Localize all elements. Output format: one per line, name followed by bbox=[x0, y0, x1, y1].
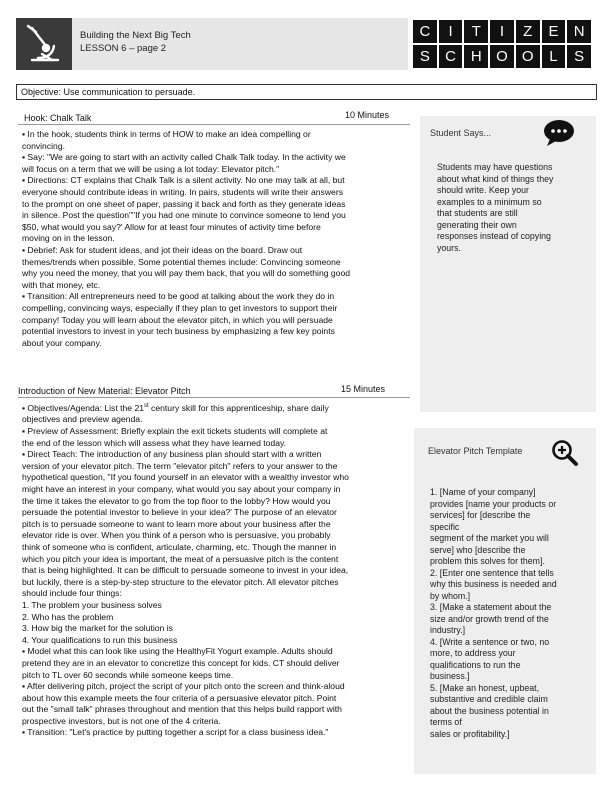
microscope-icon bbox=[16, 18, 72, 70]
header-bar bbox=[16, 18, 408, 70]
logo-letter: Z bbox=[516, 20, 540, 43]
new-material-divider bbox=[18, 397, 410, 398]
hook-title: Hook: Chalk Talk bbox=[24, 113, 92, 123]
lesson-title: Building the Next Big Tech bbox=[80, 30, 191, 41]
student-says-title: Student Says... bbox=[430, 128, 492, 138]
logo-row bbox=[413, 20, 593, 43]
logo-letter: S bbox=[413, 45, 437, 68]
hook-time: 10 Minutes bbox=[345, 110, 390, 120]
hook-divider bbox=[18, 124, 410, 125]
logo-row bbox=[413, 45, 593, 68]
magnifier-plus-icon bbox=[550, 438, 580, 473]
logo-letter: H bbox=[464, 45, 488, 68]
speech-bubble-icon bbox=[542, 118, 576, 153]
logo-letter: C bbox=[413, 20, 437, 43]
logo-letter: S bbox=[567, 45, 591, 68]
new-material-body: ▪ Objectives/Agenda: List the 21st century skill for this apprenticeship, share daily objectives and preview agenda. ▪ Preview of Assessment: Briefly explain the exit tickets students will complete at the end of the lesson which will assess what they have learned today. ▪ Direct Teach: The introduction of any business plan should start with a written version of your elevator pitch. The term "elevator pitch" refers to your answer to the hypothetical question, "If you found yourself in an elevator with a wealthy investor who might have an interest in your company, what would you say about your company in the time it takes the elevator to go from the top floor to the lobby? How would you persuade the potential investor to believe in your idea?' The purpose of an elevator pitch is to persuade someone to want to learn more about your business after the elevator ride is over. When you think of a person who is persuasive, you probably think of someone who is confident, articulate, charming, etc. Though the manner in which you pitch your idea is important, the meat of a persuasive pitch is the content that is being highlighted. It can be difficult to persuade someone to invest in your idea, but luckily, there is a step-by-step structure to the elevator pitch. All elevator pitches should include four things: 1. The problem your business solves 2. Who has the problem 3. How big the market for the solution is 4. Your qualifications to run this business ▪ Model what this can look like using the HealthyFit Yogurt example. Adults should pretend they are in an elevator to concretize this concept for kids. CT should deliver pitch to TL over 60 seconds while someone keeps time. ▪ After delivering pitch, project the script of your pitch onto the screen and think-aloud about how this example meets the four criteria of a persuasive elevator pitch. Point out the "small talk" phrases throughout and mention that this helps build rapport with prospective investors, but is not one of the 4 criteria. ▪ Transition: "Let's practice by putting together a script for a class business idea." bbox=[22, 402, 349, 738]
objective-box: Objective: Use communication to persuade. bbox=[16, 84, 597, 100]
hook-body: ▪ In the hook, students think in terms of HOW to make an idea compelling or convincing. ▪ Say: "We are going to start with an activity called Chalk Talk today. In the activity we will focus on a term that we will be using a lot today: Elevator pitch." ▪ Directions: CT explains that Chalk Talk is a silent activity. No one may talk at all, but everyone should contribute ideas in writing. In pairs, students will write their answers to the prompt on one sheet of paper, passing it back and forth as they generate ideas in silence. Post the question""If you had one minute to convince someone to lend you $50, what would you say?' Allow for at least four minutes of activity time before moving on in the lesson. ▪ Debrief: Ask for student ideas, and jot their ideas on the board. Draw out themes/trends when possible. Some potential themes include: Convincing someone why you need the money, that you will pay them back, that you will do something good with that money, etc. ▪ Transition: All entrepreneurs need to be good at talking about the work they do in compelling, convincing ways, especially if they plan to get investors to support their company! Today you will learn about the elevator pitch, in which you will persuade potential investors to invest in your tech business by emphasizing a few key points about your company. bbox=[22, 129, 351, 348]
logo-letter: C bbox=[439, 45, 463, 68]
logo-letter: O bbox=[490, 45, 514, 68]
student-says-body: Students may have questions about what kind of things they should write. Keep your examples to a minimum so that students are still generating their own responses instead of copying yours. bbox=[437, 162, 554, 253]
new-material-time: 15 Minutes bbox=[341, 384, 386, 394]
logo-letter: I bbox=[490, 20, 514, 43]
logo-letter: T bbox=[464, 20, 488, 43]
logo-letter: O bbox=[516, 45, 540, 68]
logo-letter: E bbox=[542, 20, 566, 43]
new-material-title: Introduction of New Material: Elevator Pitch bbox=[18, 386, 191, 396]
template-title: Elevator Pitch Template bbox=[428, 446, 523, 456]
lesson-subtitle: LESSON 6 – page 2 bbox=[80, 43, 167, 54]
template-body: 1. [Name of your company] provides [name your products or services] for [describe the specific segment of the market you will serve] who [describe the problem this solves for them]. 2. [Enter one sentence that tells why this business is needed and by whom.] 3. [Make a statement about the size and/or growth trend of the industry.] 4. [Write a sentence or two, no more, to address your qualifications to run the business.] 5. [Make an honest, upbeat, substantive and credible claim about the business potential in terms of sales or profitability.] bbox=[430, 487, 557, 739]
logo-letter: L bbox=[542, 45, 566, 68]
logo-letter: N bbox=[567, 20, 591, 43]
student-says-panel bbox=[420, 116, 596, 412]
citizen-schools-logo bbox=[413, 20, 593, 68]
logo-letter: I bbox=[439, 20, 463, 43]
